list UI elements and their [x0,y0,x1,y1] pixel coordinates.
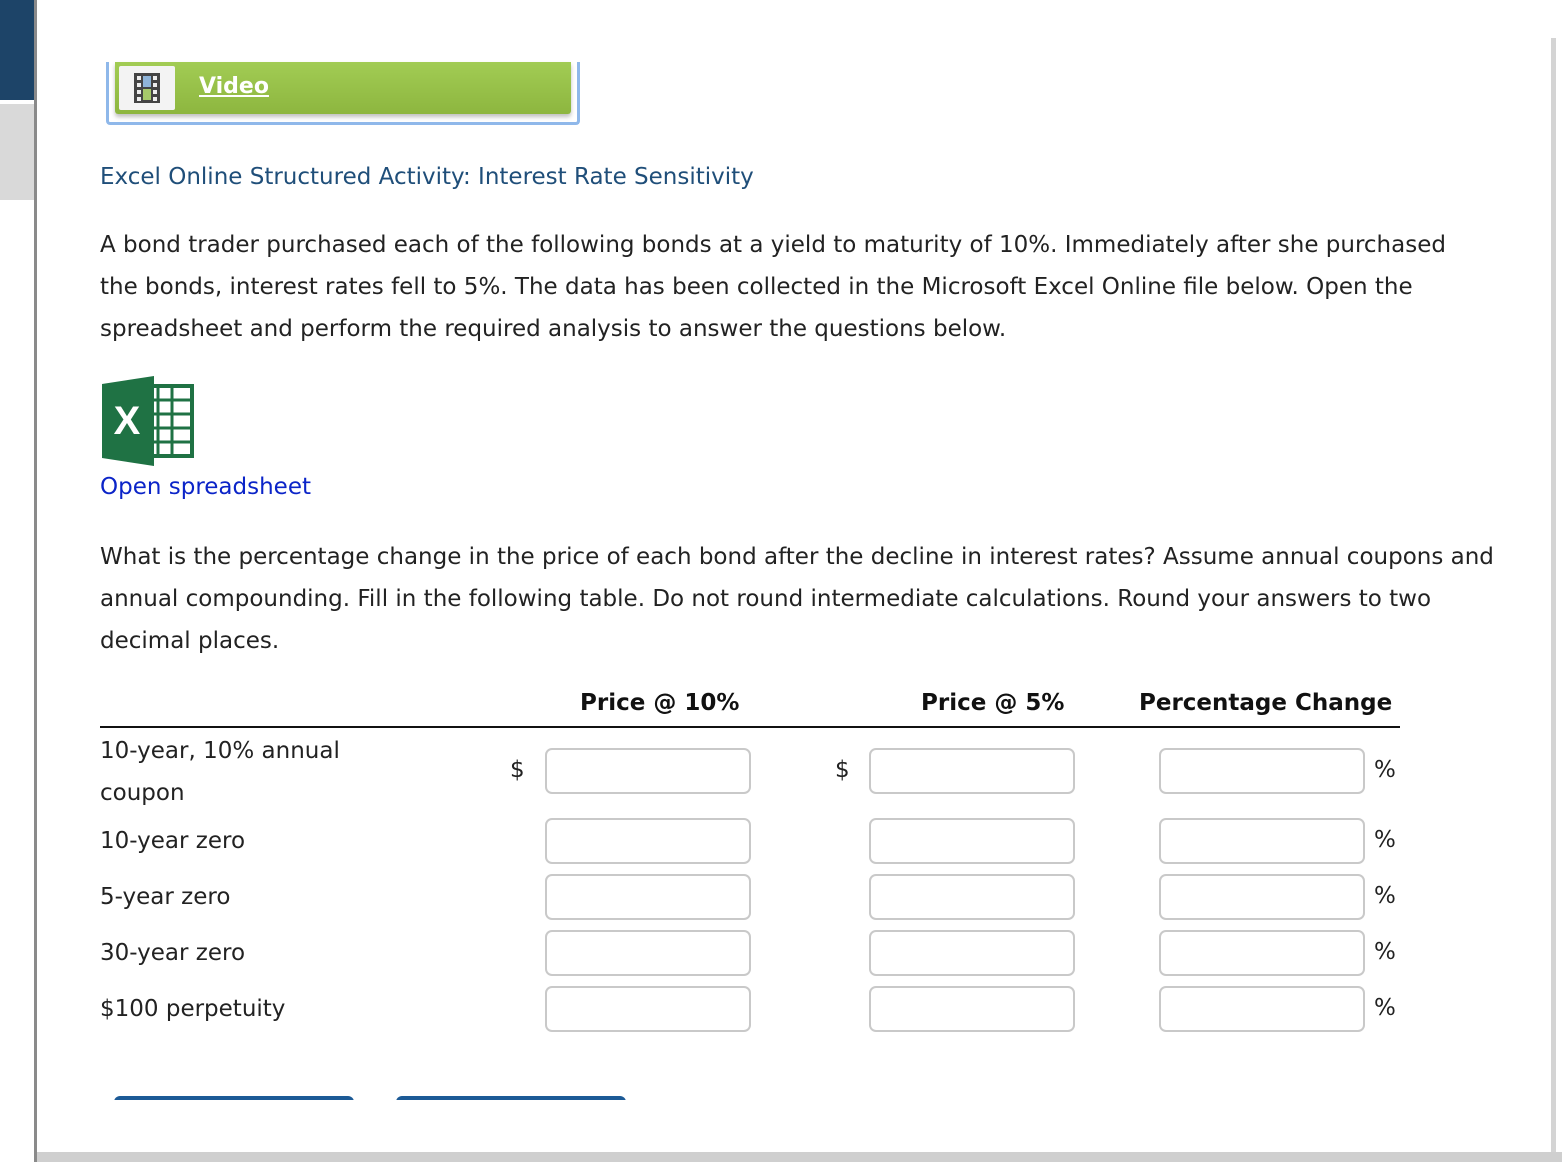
question-text: What is the percentage change in the price of each bond after the decline in interest rates? Assume annual coupons and annual compounding. Fill in the following table. Do not round intermediate calculations. Round your answers to two decimal places. [100,544,1494,654]
video-panel [106,62,580,125]
price-10-input-10-year-zero[interactable] [545,818,751,864]
price-5-input-30-year-zero[interactable] [869,930,1075,976]
film-icon [119,66,175,110]
intro-text: A bond trader purchased each of the following bonds at a yield to maturity of 10%. Immediately after she purchased the bonds, interest rates fell to 5%. The data has been collected in the Microsoft Excel Online file below. Open the spreadsheet and perform the required analysis to answer the questions below. [100,232,1446,342]
price-5-input-perpetuity[interactable] [869,986,1075,1032]
bottom-scrollbar[interactable] [37,1152,1562,1162]
row-label-5-year-zero: 5-year zero [100,884,231,910]
pct-change-input-10-year-zero[interactable] [1159,818,1365,864]
row-label-perpetuity: $100 perpetuity [100,996,286,1022]
pct-change-input-10-year-coupon[interactable] [1159,748,1365,794]
price-5-input-5-year-zero[interactable] [869,874,1075,920]
activity-title: Excel Online Structured Activity: Interest Rate Sensitivity [100,164,754,190]
row-label-line1: 10-year, 10% annual [100,738,340,764]
svg-text:X: X [113,399,141,443]
table-header-rule [100,726,1400,728]
left-rail-border [34,0,37,1162]
video-button[interactable] [115,62,571,114]
price-10-input-10-year-coupon[interactable] [545,748,751,794]
left-rail-active-tab[interactable] [0,0,34,100]
price-10-input-30-year-zero[interactable] [545,930,751,976]
dollar-sign: $ [510,757,525,783]
scrollbar[interactable] [1551,38,1556,1154]
percent-sign: % [1374,995,1396,1021]
dollar-sign: $ [835,757,850,783]
row-label-10-year-zero: 10-year zero [100,828,246,854]
percent-sign: % [1374,757,1396,783]
pct-change-input-5-year-zero[interactable] [1159,874,1365,920]
left-rail [0,0,34,1162]
price-5-input-10-year-zero[interactable] [869,818,1075,864]
open-spreadsheet-link[interactable]: Open spreadsheet [100,474,311,500]
video-link[interactable]: Video [199,74,269,99]
percent-sign: % [1374,827,1396,853]
percent-sign: % [1374,883,1396,909]
price-10-input-5-year-zero[interactable] [545,874,751,920]
header-price-5: Price @ 5% [921,690,1065,716]
row-label-line2: coupon [100,780,185,806]
pct-change-input-30-year-zero[interactable] [1159,930,1365,976]
header-percentage-change: Percentage Change [1139,690,1393,716]
page-bottom-cover [37,1100,1551,1152]
excel-icon[interactable] [100,376,196,470]
left-rail-tab[interactable] [0,104,34,200]
price-10-input-perpetuity[interactable] [545,986,751,1032]
price-5-input-10-year-coupon[interactable] [869,748,1075,794]
percent-sign: % [1374,939,1396,965]
pct-change-input-perpetuity[interactable] [1159,986,1365,1032]
row-label-30-year-zero: 30-year zero [100,940,246,966]
header-price-10: Price @ 10% [580,690,740,716]
row-label-10-year-coupon [100,730,340,814]
